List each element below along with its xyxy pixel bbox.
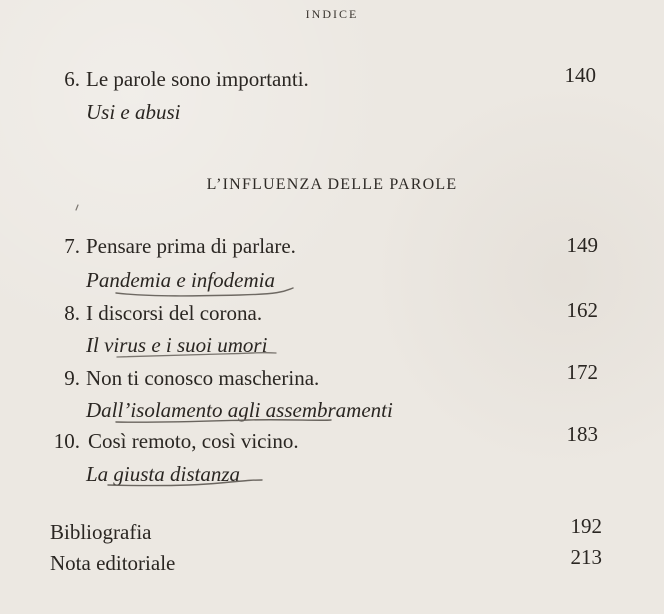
chapter-subtitle: Il virus e i suoi umori — [86, 333, 268, 357]
chapter-page-number: 172 — [566, 360, 598, 384]
chapter-title: Non ti conosco mascherina. — [86, 366, 320, 390]
chapter-number: 8. — [64, 301, 80, 325]
section-heading: L’INFLUENZA DELLE PAROLE — [206, 176, 458, 193]
chapter-page-number: 149 — [566, 233, 598, 257]
back-matter-page-number: 192 — [570, 514, 602, 538]
chapter-title: Così remoto, così vicino. — [88, 429, 299, 453]
chapter-title: Le parole sono importanti. — [86, 67, 309, 91]
chapter-number: 7. — [64, 234, 80, 258]
chapter-number: 10. — [53, 429, 80, 453]
chapter-subtitle: Pandemia e infodemia — [86, 268, 275, 292]
chapter-subtitle: La giusta distanza — [86, 462, 241, 486]
chapter-subtitle: Dall’isolamento agli assembramenti — [86, 398, 393, 422]
back-matter-item: Nota editoriale — [50, 551, 176, 575]
chapter-title: Pensare prima di parlare. — [86, 234, 296, 258]
back-matter-page-number: 213 — [570, 545, 602, 569]
chapter-number: 9. — [64, 366, 80, 390]
pencil-dot-mark — [76, 205, 78, 210]
chapter-title: I discorsi del corona. — [86, 301, 263, 325]
chapter-number: 6. — [64, 67, 80, 91]
chapter-page-number: 162 — [566, 298, 598, 322]
chapter-page-number: 183 — [566, 422, 598, 446]
running-header: INDICE — [305, 7, 359, 21]
back-matter-item: Bibliografia — [50, 520, 152, 544]
chapter-page-number: 140 — [564, 63, 596, 87]
chapter-subtitle: Usi e abusi — [86, 100, 181, 124]
